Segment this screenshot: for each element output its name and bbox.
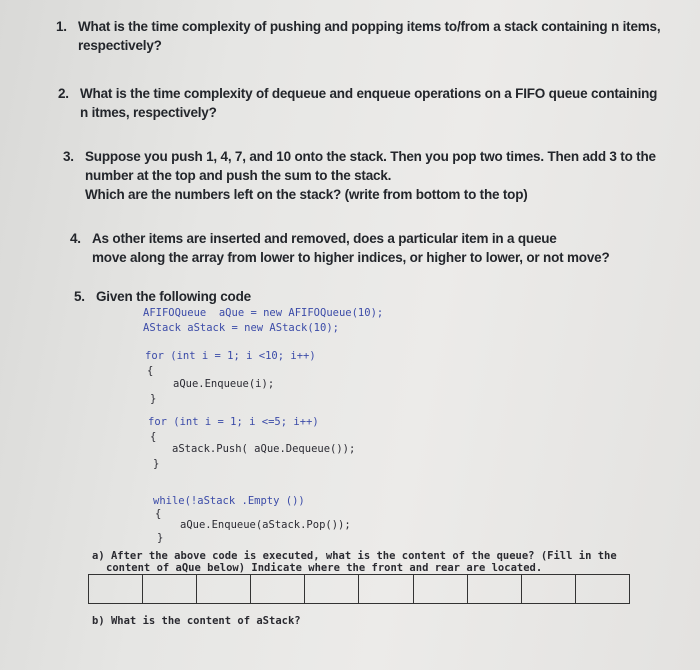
question-number: 2. [58, 86, 69, 101]
code-brace: } [153, 458, 160, 470]
question-text-line: As other items are inserted and removed, does a particular item in a queue [92, 231, 557, 246]
question-text-line: Suppose you push 1, 4, 7, and 10 onto the stack. Then you pop two times. Then add 3 to the [85, 149, 656, 164]
code-brace: } [150, 393, 157, 405]
question-5 [74, 287, 251, 306]
code-loop-header: for (int i = 1; i <=5; i++) [148, 416, 319, 428]
answer-cell[interactable] [305, 575, 359, 603]
question-number: 5. [74, 289, 85, 304]
question-number: 1. [56, 19, 67, 34]
question-number: 3. [63, 149, 74, 164]
subquestion-b: b) What is the content of aStack? [92, 615, 301, 627]
code-loop-header: while(!aStack .Empty ()) [153, 495, 305, 507]
code-line: AFIFOQueue aQue = new AFIFOQueue(10); [143, 307, 384, 319]
question-4 [70, 229, 610, 267]
question-text-line: n itmes, respectively? [80, 105, 217, 120]
question-text-line: number at the top and push the sum to the stack. [85, 168, 392, 183]
answer-cell[interactable] [143, 575, 197, 603]
code-loop-header: for (int i = 1; i <10; i++) [145, 350, 316, 362]
question-2 [58, 84, 658, 122]
answer-cell[interactable] [576, 575, 629, 603]
answer-cell[interactable] [89, 575, 143, 603]
answer-cell[interactable] [251, 575, 305, 603]
question-text-line: Which are the numbers left on the stack? (write from bottom to the top) [85, 187, 528, 202]
code-brace: { [155, 508, 162, 520]
code-line: aStack.Push( aQue.Dequeue()); [172, 443, 356, 455]
subquestion-a-line: content of aQue below) Indicate where the front and rear are located. [106, 562, 543, 574]
question-text-line: Given the following code [96, 289, 251, 304]
answer-cell[interactable] [522, 575, 576, 603]
question-text-line: respectively? [78, 38, 162, 53]
question-number: 4. [70, 231, 81, 246]
question-3 [63, 147, 656, 204]
code-line: aQue.Enqueue(aStack.Pop()); [180, 519, 351, 531]
code-line: aQue.Enqueue(i); [173, 378, 275, 390]
answer-cell[interactable] [414, 575, 468, 603]
code-brace: { [150, 431, 157, 443]
answer-cell[interactable] [197, 575, 251, 603]
question-text-line: What is the time complexity of pushing and popping items to/from a stack containing n items, [78, 19, 661, 34]
question-text-line: What is the time complexity of dequeue and enqueue operations on a FIFO queue containing [80, 86, 658, 101]
code-brace: } [157, 532, 164, 544]
question-text-line: move along the array from lower to higher indices, or higher to lower, or not move? [92, 250, 610, 265]
answer-cell[interactable] [359, 575, 413, 603]
code-brace: { [147, 365, 154, 377]
question-1 [56, 17, 661, 55]
answer-cell[interactable] [468, 575, 522, 603]
queue-answer-grid [88, 574, 630, 604]
subquestion-a-line: a) After the above code is executed, what is the content of the queue? (Fill in the [92, 550, 617, 562]
code-line: AStack aStack = new AStack(10); [143, 322, 339, 334]
